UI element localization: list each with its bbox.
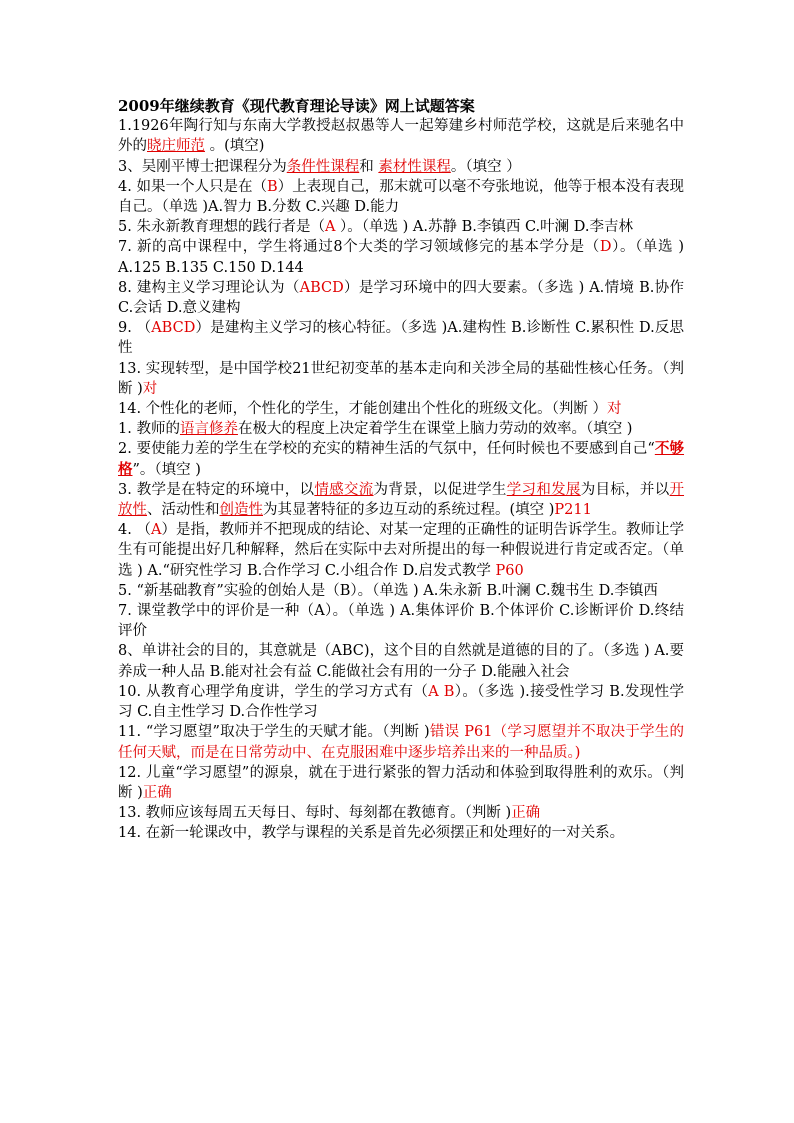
question-item xyxy=(118,823,684,843)
answer-text: 素材性课程 xyxy=(378,158,451,175)
answer-text: 创造性 xyxy=(219,502,263,519)
question-item xyxy=(118,157,684,177)
answer-text: 对 xyxy=(607,401,622,418)
question-text: ）。（多选 ).接受性学习 B.发现性学习 C.自主性学习 D.合作性学习 xyxy=(118,683,684,721)
question-text: 8、单讲社会的目的，其意就是（ABC)，这个目的自然就是道德的目的了。（多选 ) A.要养成一种人品 B.能对社会有益 C.能做社会有用的一分子 D.能融入社会 xyxy=(118,643,684,680)
question-text: 14. 在新一轮课改中，教学与课程的关系是首先必须摆正和处理好的一对关系。 xyxy=(118,825,625,842)
question-text: 7. 新的高中课程中，学生将通过8个大类的学习领域修完的基本学分是（ xyxy=(118,239,600,256)
question-text: 5. 朱永新教育理想的践行者是（ xyxy=(118,219,325,236)
question-text: 12. 儿童“学习愿望”的源泉，就在于进行紧张的智力活动和体验到取得胜利的欢乐。（判断 ) xyxy=(118,764,684,801)
answer-text: 情感交流 xyxy=(314,481,374,498)
question-item xyxy=(118,641,684,681)
question-item xyxy=(118,601,684,641)
document-title: 2009年继续教育《现代教育理论导读》网上试题答案 xyxy=(118,97,475,115)
question-text: 为其显著特征的多边互动的系统过程。(填空 ) xyxy=(263,502,555,519)
question-text: 为背景，以促进学生 xyxy=(373,481,507,498)
answer-text: 条件性课程 xyxy=(286,158,360,175)
answer-text: P60 xyxy=(495,562,524,579)
question-text: 10. 从教育心理学角度讲，学生的学习方式有（ xyxy=(118,683,429,700)
question-item xyxy=(118,682,684,722)
question-text: 、活动性和 xyxy=(147,502,220,519)
question-text: 4. （ xyxy=(118,522,151,539)
question-text: 8. 建构主义学习理论认为（ xyxy=(118,279,300,296)
answer-text: 学习和发展 xyxy=(506,481,581,498)
question-item xyxy=(118,419,684,439)
answer-text: 晓庄师范 xyxy=(147,138,205,155)
question-text: 5. “新基础教育”实验的创始人是（B）。（单选 ) A.朱永新 B.叶澜 C.魏书生 D.李镇西 xyxy=(118,582,658,599)
question-text: 11. “学习愿望”取决于学生的天赋才能。（判断 ) xyxy=(118,724,430,741)
question-item xyxy=(118,480,684,520)
question-text: 2. 要使能力差的学生在学校的充实的精神生活的气氛中，任何时候也不要感到自己“ xyxy=(118,441,655,458)
question-text: 1. 教师的 xyxy=(118,421,180,438)
question-text: 14. 个性化的老师，个性化的学生，才能创建出个性化的班级文化。（判断 ） xyxy=(118,401,608,418)
question-text: ）是指，教师并不把现成的结论、对某一定理的正确性的证明告诉学生。教师让学生有可能提出好几种解释，然后在实际中去对所提出的每一种假说进行肯定或否定。（单选 ) A.“研究性学习 B.合作学习 C.小组合作 D.启发式教学 xyxy=(118,522,684,579)
question-item xyxy=(118,439,684,479)
question-item xyxy=(118,217,684,237)
question-text: 1.1926年陶行知与东南大学教授赵叔愚等人一起筹建乡村师范学校，这就是后来驰名中外的 xyxy=(118,118,684,155)
question-item xyxy=(118,177,684,217)
answer-text: D xyxy=(599,239,612,256)
question-text: ）上表现自己，那末就可以毫不夸张地说，他等于根本没有表现自己。（单选 )A.智力 B.分数 C.兴趣 D.能力 xyxy=(118,178,684,216)
question-list xyxy=(118,116,684,843)
question-text: ）。（单选 ) A.125 B.135 C.150 D.144 xyxy=(118,239,684,276)
question-text: 13. 实现转型，是中国学校21世纪初变革的基本走向和关涉全局的基础性核心任务。（判断 ) xyxy=(118,360,684,397)
answer-text: A xyxy=(150,522,162,539)
question-item xyxy=(118,763,684,803)
answer-text: ABCD xyxy=(151,320,196,337)
question-text: 13. 教师应该每周五天每日、每时、每刻都在教德育。（判断 ) xyxy=(118,805,512,822)
question-item xyxy=(118,278,684,318)
answer-text: ABCD xyxy=(299,279,344,296)
document-page xyxy=(118,96,684,844)
answer-text: 开放性 xyxy=(118,481,685,519)
question-text: ”。（填空 ) xyxy=(132,461,201,478)
question-item xyxy=(118,722,684,762)
question-item xyxy=(118,520,684,581)
question-item xyxy=(118,581,684,601)
question-text: 3. 教学是在特定的环境中，以 xyxy=(118,481,315,498)
answer-text: B xyxy=(267,178,278,195)
question-text: 。（填空 ） xyxy=(450,158,521,175)
question-text: ）是学习环境中的四大要素。（多选 ) A.情境 B.协作 C.会话 D.意义建构 xyxy=(118,279,684,317)
question-item xyxy=(118,359,684,399)
answer-text: 不够格 xyxy=(118,440,685,478)
answer-text: 错误 P61（学习愿望并不取决于学生的任何天赋，而是在日常劳动中、在克服困难中逐步培养出来的一种品质。) xyxy=(118,724,684,761)
question-text: 7. 课堂教学中的评价是一种（A）。（单选 ) A.集体评价 B.个体评价 C.诊断评价 D.终结评价 xyxy=(118,603,684,640)
question-item xyxy=(118,399,684,419)
answer-text: 语言修养 xyxy=(179,421,238,438)
answer-text: P211 xyxy=(554,502,592,519)
question-text: 在极大的程度上决定着学生在课堂上脑力劳动的效率。（填空 ) xyxy=(237,421,633,438)
answer-text: 对 xyxy=(142,380,158,397)
question-text: 和 xyxy=(359,158,379,175)
answer-text: 正确 xyxy=(142,784,172,801)
question-item xyxy=(118,116,684,156)
question-text: 。(填空) xyxy=(205,138,265,155)
question-item xyxy=(118,318,684,358)
answer-text: 正确 xyxy=(511,805,541,822)
question-item xyxy=(118,237,684,277)
answer-text: A xyxy=(324,219,336,236)
question-item xyxy=(118,803,684,823)
answer-text: A B xyxy=(428,683,455,700)
question-text: ）是建构主义学习的核心特征。（多选 )A.建构性 B.诊断性 C.累积性 D.反思性 xyxy=(118,320,684,357)
question-text: 3、吴刚平博士把课程分为 xyxy=(118,158,287,175)
question-text: ）。（单选 ) A.苏静 B.李镇西 C.叶澜 D.李吉林 xyxy=(335,219,633,236)
question-text: 为目标，并以 xyxy=(580,481,670,498)
question-text: 9. （ xyxy=(118,320,152,337)
question-text: 4. 如果一个人只是在（ xyxy=(118,178,268,195)
